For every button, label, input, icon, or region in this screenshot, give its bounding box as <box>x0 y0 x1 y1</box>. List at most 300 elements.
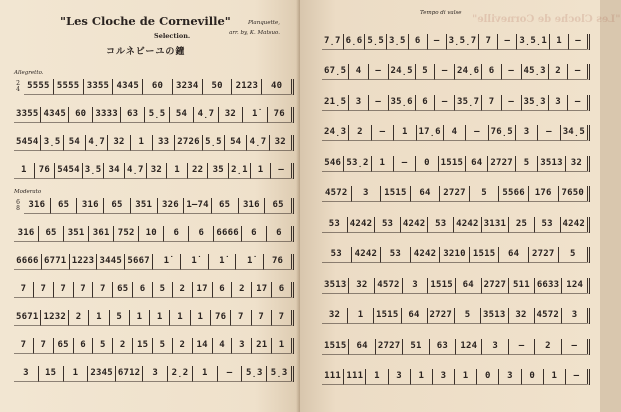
measure: 3̣5 <box>387 34 409 50</box>
measure: 4̣7 <box>194 107 218 123</box>
measure: 3 <box>433 369 455 385</box>
staff-row <box>322 93 590 112</box>
measure-group <box>322 278 590 294</box>
staff-row <box>322 368 590 387</box>
measure: 4 <box>213 338 233 354</box>
measure: 1 <box>348 308 374 324</box>
measure: 176 <box>529 186 559 202</box>
measure: 1515 <box>381 186 411 202</box>
measure: 22 <box>188 163 209 179</box>
measure: 3513 <box>481 308 508 324</box>
tempo-marking: Allegretto. <box>14 70 44 76</box>
measure: — <box>394 156 416 172</box>
measure: 1—74 <box>184 198 211 214</box>
measure: 5 <box>153 282 173 298</box>
measure: 54 <box>64 135 86 151</box>
staff-row <box>322 307 590 326</box>
measure: 546 <box>322 156 344 172</box>
measure: — <box>502 64 522 80</box>
measure: 35 <box>208 163 229 179</box>
measure: 6̣6 <box>344 34 366 50</box>
measure: 4242 <box>352 247 382 263</box>
measure: 0 <box>477 369 499 385</box>
measure: 5555 <box>54 79 84 95</box>
measure: 5̣5 <box>203 135 225 151</box>
measure-group <box>322 308 590 324</box>
measure: 4242 <box>411 247 441 263</box>
measure: 32 <box>270 135 294 151</box>
staff-row <box>14 280 294 299</box>
measure: 1232 <box>41 310 68 326</box>
measure: 5454 <box>55 163 82 179</box>
staff-row <box>322 337 590 356</box>
measure-group <box>14 338 294 354</box>
staff-row <box>14 308 294 327</box>
measure: 6 <box>133 282 153 298</box>
measure: 3131 <box>482 217 509 233</box>
staff-row <box>322 276 590 295</box>
measure: 76 <box>35 163 56 179</box>
measure: 32 <box>349 278 375 294</box>
measure: 17 <box>252 282 272 298</box>
measure: 54 <box>225 135 247 151</box>
measure: 3 <box>482 339 508 355</box>
measure-group <box>322 95 590 111</box>
measure: — <box>435 64 455 80</box>
measure: 1 <box>366 369 388 385</box>
measure: 15 <box>133 338 153 354</box>
measure: 4345 <box>41 107 68 123</box>
measure: — <box>218 366 243 382</box>
measure: 5454 <box>14 135 41 151</box>
measure-group <box>322 217 590 233</box>
measure: 53̣2 <box>344 156 371 172</box>
measure: 1 <box>170 310 190 326</box>
measure: 50 <box>203 79 233 95</box>
measure: — <box>428 34 447 50</box>
bleed-through-title: "Les Cloche de Corneville" <box>472 14 621 25</box>
measure: 2123 <box>232 79 262 95</box>
measure: 35̣6 <box>389 95 416 111</box>
measure: 64 <box>456 278 482 294</box>
measure: — <box>466 125 488 141</box>
measure: 2727 <box>440 186 470 202</box>
measure: 111 <box>322 369 344 385</box>
measure: 1223 <box>70 254 98 270</box>
measure: 1 <box>394 125 416 141</box>
measure: 51 <box>403 339 429 355</box>
measure: — <box>502 95 522 111</box>
measure: 24̣3 <box>322 125 349 141</box>
measure: 3 <box>352 186 382 202</box>
measure: 326 <box>158 198 185 214</box>
measure: 2 <box>173 338 193 354</box>
measure-group <box>14 226 294 242</box>
measure: 3355 <box>84 79 114 95</box>
staff-row <box>322 154 590 173</box>
measure: 53 <box>322 217 348 233</box>
measure: 1 <box>550 34 569 50</box>
measure: 6 <box>213 282 233 298</box>
measure: 34 <box>104 163 125 179</box>
measure: 1 <box>193 366 218 382</box>
measure: — <box>568 64 590 80</box>
measure: 5̣5 <box>365 34 387 50</box>
measure: 1515 <box>439 156 466 172</box>
staff-row <box>14 77 294 96</box>
measure: 1̇ <box>209 254 237 270</box>
measure: 3 <box>562 308 590 324</box>
measure: 2727 <box>376 339 403 355</box>
measure: 5 <box>416 64 436 80</box>
right-staff-list <box>322 32 590 387</box>
arranger-credit: arr. by, K. Matsuo. <box>229 30 280 36</box>
measure: 1̇ <box>153 254 181 270</box>
measure: 3 <box>349 95 369 111</box>
measure: 7 <box>252 310 272 326</box>
measure: 4572 <box>375 278 402 294</box>
measure: 35̣3 <box>522 95 549 111</box>
right-page <box>300 0 621 412</box>
measure: — <box>498 34 517 50</box>
measure: 1 <box>544 369 566 385</box>
measure: 5 <box>153 338 173 354</box>
measure: 76̣5 <box>489 125 516 141</box>
measure: 351 <box>131 198 158 214</box>
measure: 3333 <box>93 107 120 123</box>
measure: 24̣5 <box>389 64 416 80</box>
measure: 3̣5 <box>41 135 63 151</box>
measure: 6633 <box>535 278 562 294</box>
staff-row <box>322 32 590 51</box>
measure: 2 <box>535 339 561 355</box>
measure: 2 <box>349 125 371 141</box>
measure: — <box>568 95 590 111</box>
measure: 2345 <box>88 366 115 382</box>
measure: 6 <box>189 226 214 242</box>
staff-row <box>322 185 590 204</box>
measure: 2 <box>113 338 133 354</box>
measure: 1 <box>130 310 150 326</box>
measure: 7 <box>479 34 498 50</box>
staff-row <box>14 133 294 152</box>
measure: 1 <box>64 366 89 382</box>
staff-row <box>14 252 294 271</box>
measure: 4345 <box>113 79 143 95</box>
measure-group <box>14 163 294 179</box>
measure: — <box>372 125 394 141</box>
measure: 65 <box>113 282 133 298</box>
measure: 25 <box>509 217 535 233</box>
measure: 124 <box>456 339 482 355</box>
measure: 4572 <box>322 186 352 202</box>
measure: 2̣2 <box>168 366 193 382</box>
measure: 1̇ <box>236 254 264 270</box>
measure: 316 <box>24 198 51 214</box>
measure: 3210 <box>440 247 470 263</box>
measure: 1 <box>272 338 294 354</box>
staff-row <box>14 161 294 180</box>
measure: 67̣5 <box>322 64 349 80</box>
measure: 1̇ <box>181 254 209 270</box>
measure: 5555 <box>24 79 54 95</box>
measure: 32 <box>322 308 348 324</box>
measure: 3 <box>403 278 429 294</box>
measure: 1515 <box>322 339 349 355</box>
measure: 21 <box>252 338 272 354</box>
measure: 3234 <box>173 79 203 95</box>
measure: 53 <box>375 217 401 233</box>
measure: 511 <box>509 278 535 294</box>
measure: 4242 <box>561 217 590 233</box>
staff-row <box>14 364 294 383</box>
measure: — <box>562 339 590 355</box>
measure: — <box>509 339 535 355</box>
measure: 60 <box>69 107 93 123</box>
measure: 5̣3 <box>242 366 267 382</box>
staff-row <box>322 63 590 82</box>
measure: 0 <box>522 369 544 385</box>
measure: 3355 <box>14 107 41 123</box>
measure: 2 <box>173 282 193 298</box>
measure: 1 <box>191 310 211 326</box>
measure: 10 <box>139 226 164 242</box>
measure: 5 <box>470 186 500 202</box>
measure: 5566 <box>499 186 529 202</box>
left-page-header <box>14 6 294 70</box>
measure: 3̣5̣7 <box>447 34 480 50</box>
measure: 64 <box>411 186 441 202</box>
measure: 54 <box>170 107 194 123</box>
measure: 6 <box>242 226 267 242</box>
measure: 3445 <box>97 254 125 270</box>
measure: 316 <box>239 198 266 214</box>
measure: 1 <box>14 163 35 179</box>
measure: 60 <box>143 79 173 95</box>
measure: 64 <box>402 308 428 324</box>
measure: 351 <box>64 226 89 242</box>
measure: 5 <box>93 338 113 354</box>
measure: 3̣5 <box>83 163 105 179</box>
measure: — <box>566 369 590 385</box>
measure: 76 <box>264 254 294 270</box>
measure: 6666 <box>214 226 241 242</box>
measure: 5667 <box>125 254 153 270</box>
measure: 6 <box>416 95 436 111</box>
time-signature: 2 4 <box>16 79 20 93</box>
measure: 7 <box>93 282 113 298</box>
measure: 0 <box>416 156 438 172</box>
measure: 2727 <box>488 156 515 172</box>
measure: 1 <box>150 310 170 326</box>
measure: — <box>369 95 389 111</box>
measure-group <box>14 310 294 326</box>
measure: 7 <box>34 338 54 354</box>
measure: 361 <box>89 226 114 242</box>
measure: 5671 <box>14 310 41 326</box>
measure-group <box>14 282 294 298</box>
time-signature: 6 8 <box>16 198 20 212</box>
measure: 1 <box>455 369 477 385</box>
measure: — <box>271 163 294 179</box>
measure-group <box>24 79 294 95</box>
measure: 1515 <box>428 278 455 294</box>
staff-row <box>14 105 294 124</box>
measure: 7 <box>74 282 94 298</box>
measure-group <box>14 254 294 270</box>
measure: 4̣7 <box>125 163 147 179</box>
measure: 32 <box>147 163 168 179</box>
measure: 1515 <box>374 308 401 324</box>
measure: 124 <box>562 278 590 294</box>
measure: 15 <box>39 366 64 382</box>
measure: 65 <box>51 198 78 214</box>
measure: 3 <box>499 369 521 385</box>
measure: 24̣6 <box>455 64 482 80</box>
measure: 5 <box>455 308 481 324</box>
measure: 1 <box>411 369 433 385</box>
measure: 64 <box>499 247 529 263</box>
measure: 3513 <box>322 278 349 294</box>
measure: 752 <box>114 226 139 242</box>
measure: 6 <box>482 64 502 80</box>
measure-group <box>322 247 590 263</box>
measure: 3̣5̣1 <box>517 34 550 50</box>
measure: 4 <box>444 125 466 141</box>
measure: 64 <box>466 156 488 172</box>
measure: 3 <box>549 95 569 111</box>
measure: 76 <box>268 107 294 123</box>
measure-group <box>322 369 590 385</box>
measure: 7 <box>34 282 54 298</box>
tempo-marking: Tempo di valse <box>420 10 462 16</box>
measure: — <box>569 34 590 50</box>
measure: 316 <box>14 226 39 242</box>
measure: 34̣5 <box>561 125 590 141</box>
measure: 316 <box>77 198 104 214</box>
measure: 3 <box>14 366 39 382</box>
measure: 65 <box>54 338 74 354</box>
measure: 5 <box>559 247 591 263</box>
measure: 17̣6 <box>417 125 444 141</box>
measure: 2̣1 <box>229 163 251 179</box>
measure: 65 <box>39 226 64 242</box>
staff-row <box>322 215 590 234</box>
measure: — <box>538 125 560 141</box>
staff-row <box>322 124 590 143</box>
measure: 6 <box>164 226 189 242</box>
measure: — <box>369 64 389 80</box>
measure: 53 <box>535 217 561 233</box>
measure-group <box>322 186 590 202</box>
measure: 1 <box>372 156 394 172</box>
measure: 1 <box>131 135 153 151</box>
measure: 7 <box>272 310 294 326</box>
measure: 3513 <box>538 156 565 172</box>
staff-row <box>14 224 294 243</box>
measure: 4̣7 <box>86 135 108 151</box>
measure: 2 <box>549 64 569 80</box>
left-page <box>0 0 300 412</box>
measure: 1 <box>167 163 188 179</box>
measure-group <box>322 339 590 355</box>
measure: 1 <box>89 310 109 326</box>
staff-row <box>14 336 294 355</box>
measure: 4̣7 <box>247 135 269 151</box>
measure-group <box>14 366 294 382</box>
measure: 53 <box>322 247 352 263</box>
measure: 17 <box>193 282 213 298</box>
measure: 3 <box>389 369 411 385</box>
measure: 7 <box>14 282 34 298</box>
measure: 7 <box>54 282 74 298</box>
measure: 64 <box>349 339 375 355</box>
measure-group <box>14 107 294 123</box>
measure: 65 <box>265 198 294 214</box>
measure-group <box>24 198 294 214</box>
measure: 7 <box>482 95 502 111</box>
measure: — <box>435 95 455 111</box>
measure: 2727 <box>428 308 455 324</box>
measure: 53 <box>428 217 454 233</box>
measure: 3 <box>143 366 168 382</box>
measure: 33 <box>153 135 175 151</box>
measure: 7650 <box>559 186 591 202</box>
measure: 6712 <box>116 366 143 382</box>
measure: 6771 <box>42 254 70 270</box>
measure: 63 <box>430 339 456 355</box>
measure-group <box>322 156 590 172</box>
measure: 2 <box>69 310 89 326</box>
measure: 32 <box>108 135 130 151</box>
measure: 53 <box>381 247 411 263</box>
measure: 3 <box>232 338 252 354</box>
measure: 2727 <box>529 247 559 263</box>
measure: 5 <box>516 156 538 172</box>
measure-group <box>322 125 590 141</box>
japanese-title: コルネビーユの鐘 <box>106 47 186 57</box>
measure: 2726 <box>175 135 202 151</box>
measure: 4 <box>349 64 369 80</box>
composer-credit: Planquette, <box>247 20 280 26</box>
measure: 1 <box>251 163 272 179</box>
measure: 6 <box>272 282 294 298</box>
measure: 35̣7 <box>455 95 482 111</box>
measure: 2727 <box>482 278 509 294</box>
left-staff-list <box>14 70 294 383</box>
staff-row <box>322 246 590 265</box>
measure-group <box>322 64 590 80</box>
measure: 1̇ <box>243 107 267 123</box>
measure: 65 <box>104 198 131 214</box>
measure: 3 <box>516 125 538 141</box>
measure: 7̣7 <box>322 34 344 50</box>
measure: 5̣5 <box>145 107 169 123</box>
measure-group <box>322 34 590 50</box>
measure: 21̣5 <box>322 95 349 111</box>
tempo-marking: Moderato <box>14 189 42 195</box>
measure: 32 <box>566 156 590 172</box>
measure: 6666 <box>14 254 42 270</box>
measure: 65 <box>212 198 239 214</box>
measure-group <box>14 135 294 151</box>
measure: 2 <box>232 282 252 298</box>
measure: 7 <box>231 310 251 326</box>
measure: 63 <box>121 107 145 123</box>
measure: 5 <box>110 310 130 326</box>
measure: 45̣3 <box>522 64 549 80</box>
measure: 14 <box>193 338 213 354</box>
